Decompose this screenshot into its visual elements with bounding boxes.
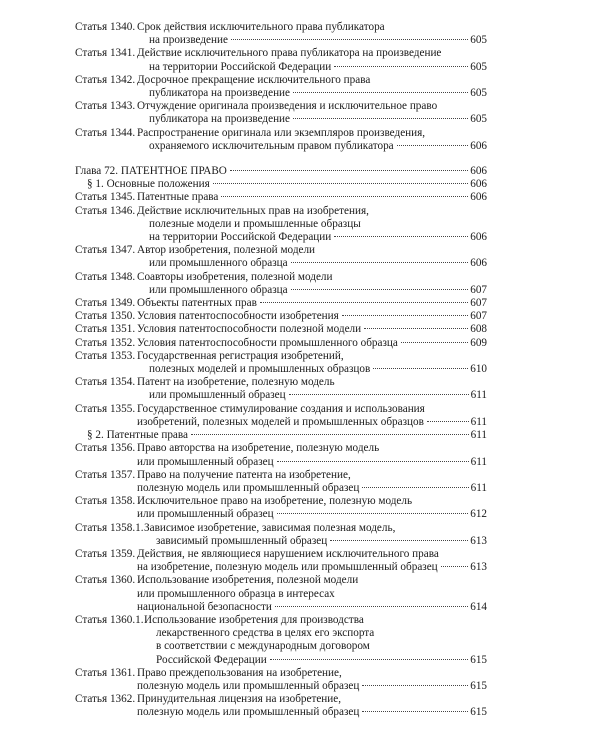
dot-leader xyxy=(191,434,469,435)
toc-entry-page: 605 xyxy=(470,113,487,126)
toc-entry-title: или промышленный образец xyxy=(149,389,286,402)
toc-entry-page: 608 xyxy=(470,323,487,336)
toc-entry-page: 606 xyxy=(470,139,487,152)
toc-entry[interactable] xyxy=(75,100,487,126)
dot-leader xyxy=(362,711,468,712)
toc-entry-title: на изобретение, полезную модель или промышленный образец xyxy=(137,561,438,574)
toc-entry-title: Патентные права xyxy=(137,191,219,204)
toc-entry-title: Условия патентоспособности полезной модели xyxy=(137,323,362,336)
toc-entry-title: Условия патентоспособности изобретения xyxy=(137,310,339,323)
toc-entry-title: Действие исключительного права публикатора на произведение xyxy=(137,47,442,60)
toc-entry[interactable] xyxy=(75,191,487,204)
toc-entry-title: Срок действия исключительного права публикатора xyxy=(137,21,385,33)
toc-entry-label: Статья 1358.1. xyxy=(75,521,144,534)
toc-entry[interactable] xyxy=(75,74,487,100)
dot-leader xyxy=(334,66,468,67)
toc-entry-label: Статья 1353. xyxy=(75,349,136,362)
toc-entry-title: на территории Российской Федерации xyxy=(149,231,332,244)
toc-entry-title: публикатора на произведение xyxy=(149,87,291,100)
toc-entry[interactable] xyxy=(75,350,487,376)
toc-entry-page: 614 xyxy=(470,600,487,613)
dot-leader xyxy=(221,196,468,197)
toc-entry-page: 611 xyxy=(470,415,487,428)
toc-entry-title: полезную модель или промышленный образец xyxy=(137,481,360,494)
toc-entry-page: 611 xyxy=(470,481,487,494)
toc-entry-label: Статья 1345. xyxy=(75,191,136,204)
toc-entry-label: Статья 1352. xyxy=(75,336,136,349)
dot-leader xyxy=(401,342,468,343)
toc-entry[interactable] xyxy=(75,376,487,402)
toc-entry[interactable] xyxy=(75,310,487,323)
toc-entry[interactable] xyxy=(75,127,487,153)
toc-entry-label: Статья 1346. xyxy=(75,204,136,217)
toc-entry-title: Патент на изобретение, полезную модель xyxy=(137,376,335,389)
toc-entry-page: 606 xyxy=(470,178,487,191)
toc-entry-title: изобретений, полезных моделей и промышленных образцов xyxy=(137,415,424,428)
dot-leader xyxy=(342,315,468,316)
chapter-title: Глава 72. ПАТЕНТНОЕ ПРАВО xyxy=(75,165,227,178)
toc-section-heading[interactable] xyxy=(75,429,487,442)
toc-entry-title: Использование изобретения для производства xyxy=(144,613,364,626)
toc-entry-title: Отчуждение оригинала произведения и исключительное право xyxy=(137,100,438,113)
toc-entry[interactable] xyxy=(75,244,487,270)
toc-entry-page: 606 xyxy=(470,191,487,204)
toc-entry-title: полезных моделей и промышленных образцов xyxy=(149,363,371,376)
toc-entry[interactable] xyxy=(75,469,487,495)
toc-entry-label: Статья 1357. xyxy=(75,468,136,481)
toc-entry-title: Зависимое изобретение, зависимая полезная модель, xyxy=(144,521,396,534)
dot-leader xyxy=(427,421,469,422)
toc-entry[interactable] xyxy=(75,47,487,73)
toc-entry-page: 611 xyxy=(470,455,487,468)
toc-entry-label: Статья 1342. xyxy=(75,73,136,86)
toc-entry-page: 607 xyxy=(470,283,487,296)
toc-entry[interactable] xyxy=(75,522,487,548)
toc-entry-title: полезную модель или промышленный образец xyxy=(137,706,360,719)
toc-entry[interactable] xyxy=(75,574,487,614)
toc-entry-label: Статья 1360. xyxy=(75,574,136,587)
toc-entry-title: Действие исключительных прав на изобретения, xyxy=(137,204,369,217)
toc-entry-label: Статья 1349. xyxy=(75,297,136,310)
toc-entry[interactable] xyxy=(75,271,487,297)
toc-entry-page: 615 xyxy=(470,653,487,666)
toc-entry-title: или промышленный образец xyxy=(137,455,274,468)
toc-entry-page: 613 xyxy=(470,561,487,574)
toc-entry-title: Принудительная лицензия на изобретение, xyxy=(137,693,342,706)
toc-entry-title: Условия патентоспособности промышленного образца xyxy=(137,336,398,349)
toc-entry-label: Статья 1361. xyxy=(75,666,136,679)
dot-leader xyxy=(397,145,469,146)
toc-entry-page: 611 xyxy=(470,389,487,402)
toc-entry-title: в соответствии с международным договором xyxy=(156,640,370,653)
toc-entry-title: Соавторы изобретения, полезной модели xyxy=(137,270,333,283)
dot-leader xyxy=(213,183,468,184)
dot-leader xyxy=(289,394,469,395)
dot-leader xyxy=(334,236,468,237)
toc-entry-title: полезные модели и промышленные образцы xyxy=(149,217,361,230)
toc-entry-title: или промышленного образца в интересах xyxy=(137,587,335,600)
toc-entry-page: 605 xyxy=(470,34,487,47)
dot-leader xyxy=(364,328,468,329)
toc-entry-label: Статья 1343. xyxy=(75,100,136,113)
toc-entry-page: 606 xyxy=(470,257,487,270)
toc-entry[interactable] xyxy=(75,323,487,336)
toc-entry[interactable] xyxy=(75,667,487,693)
toc-entry-page: 609 xyxy=(470,336,487,349)
dot-leader xyxy=(441,566,469,567)
toc-entry-title: или промышленного образца xyxy=(149,257,288,270)
toc-entry-page: 612 xyxy=(470,508,487,521)
toc-entry-title: национальной безопасности xyxy=(137,600,272,613)
toc-section-heading[interactable] xyxy=(75,178,487,191)
toc-entry-title: на произведение xyxy=(149,34,228,47)
toc-entry[interactable] xyxy=(75,337,487,350)
toc-entry-page: 606 xyxy=(470,231,487,244)
section-title: § 2. Патентные права xyxy=(87,429,188,442)
toc-entry-label: Статья 1348. xyxy=(75,270,136,283)
dot-leader xyxy=(275,606,468,607)
section-title: § 1. Основные положения xyxy=(87,178,210,191)
toc-entry-title: Право авторства на изобретение, полезную модель xyxy=(137,442,380,455)
toc-entry-page: 605 xyxy=(470,87,487,100)
toc-entry-title: лекарственного средства в целях его экспорта xyxy=(156,627,375,640)
toc-entry-title: Распространение оригинала или экземпляров произведения, xyxy=(137,126,426,139)
dot-leader xyxy=(277,461,469,462)
toc-entry-label: Статья 1354. xyxy=(75,376,136,389)
toc-entry[interactable] xyxy=(75,548,487,574)
toc-entry-title: Государственное стимулирование создания и использования xyxy=(137,402,425,415)
toc-entry[interactable] xyxy=(75,21,487,47)
toc-entry-page: 606 xyxy=(470,165,487,178)
toc-entry-title: или промышленного образца xyxy=(149,283,288,296)
dot-leader xyxy=(291,289,469,290)
toc-entry-page: 611 xyxy=(470,429,487,442)
dot-leader xyxy=(330,540,468,541)
toc-entry-title: Государственная регистрация изобретений, xyxy=(137,349,344,362)
toc-entry-title: или промышленный образец xyxy=(137,508,274,521)
toc-entry-label: Статья 1350. xyxy=(75,310,136,323)
dot-leader xyxy=(270,659,468,660)
toc-entry-label: Статья 1340. xyxy=(75,21,136,33)
dot-leader xyxy=(362,685,468,686)
toc-entry-page: 610 xyxy=(470,363,487,376)
toc-entry-label: Статья 1341. xyxy=(75,47,136,60)
toc-entry-label: Статья 1351. xyxy=(75,323,136,336)
toc-entry-page: 605 xyxy=(470,60,487,73)
toc-entry-title: Автор изобретения, полезной модели xyxy=(137,244,316,257)
toc-entry[interactable] xyxy=(75,403,487,429)
toc-entry-label: Статья 1347. xyxy=(75,244,136,257)
toc-entry-title: Право преждепользования на изобретение, xyxy=(137,666,342,679)
toc-entry[interactable] xyxy=(75,205,487,245)
toc-entry-label: Статья 1355. xyxy=(75,402,136,415)
table-of-contents xyxy=(75,21,487,720)
toc-entry-label: Статья 1358. xyxy=(75,495,136,508)
dot-leader xyxy=(230,170,468,171)
toc-entry-page: 615 xyxy=(470,679,487,692)
toc-entry-label: Статья 1344. xyxy=(75,126,136,139)
toc-entry-page: 607 xyxy=(470,297,487,310)
dot-leader xyxy=(362,487,468,488)
toc-entry-label: Статья 1356. xyxy=(75,442,136,455)
toc-entry-title: охраняемого исключительным правом публикатора xyxy=(149,139,394,152)
toc-entry-label: Статья 1359. xyxy=(75,547,136,560)
dot-leader xyxy=(373,368,468,369)
toc-entry-title: на территории Российской Федерации xyxy=(149,60,332,73)
toc-entry-label: Статья 1362. xyxy=(75,693,136,706)
toc-entry-page: 607 xyxy=(470,310,487,323)
toc-entry-title: Использование изобретения, полезной модели xyxy=(137,574,359,587)
dot-leader xyxy=(260,302,468,303)
toc-entry-title: Досрочное прекращение исключительного права xyxy=(137,73,371,86)
toc-entry[interactable] xyxy=(75,442,487,468)
toc-entry-title: Объекты патентных прав xyxy=(137,297,257,310)
toc-entry-title: Право на получение патента на изобретение, xyxy=(137,468,351,481)
toc-entry-title: зависимый промышленный образец xyxy=(156,534,328,547)
toc-entry-title: Действия, не являющиеся нарушением исключительного права xyxy=(137,547,439,560)
toc-entry-title: Российской Федерации xyxy=(156,653,267,666)
toc-entry-title: полезную модель или промышленный образец xyxy=(137,679,360,692)
toc-entry[interactable] xyxy=(75,693,487,719)
toc-chapter-heading[interactable] xyxy=(75,165,487,178)
dot-leader xyxy=(231,39,468,40)
toc-entry-title: Исключительное право на изобретение, полезную модель xyxy=(137,495,413,508)
dot-leader xyxy=(293,118,468,119)
dot-leader xyxy=(277,513,469,514)
dot-leader xyxy=(291,262,469,263)
toc-entry[interactable] xyxy=(75,614,487,667)
toc-entry[interactable] xyxy=(75,495,487,521)
toc-entry[interactable] xyxy=(75,297,487,310)
toc-entry-page: 613 xyxy=(470,534,487,547)
toc-entry-label: Статья 1360.1. xyxy=(75,613,144,626)
toc-entry-title: публикатора на произведение xyxy=(149,113,291,126)
dot-leader xyxy=(293,92,468,93)
toc-entry-page: 615 xyxy=(470,706,487,719)
